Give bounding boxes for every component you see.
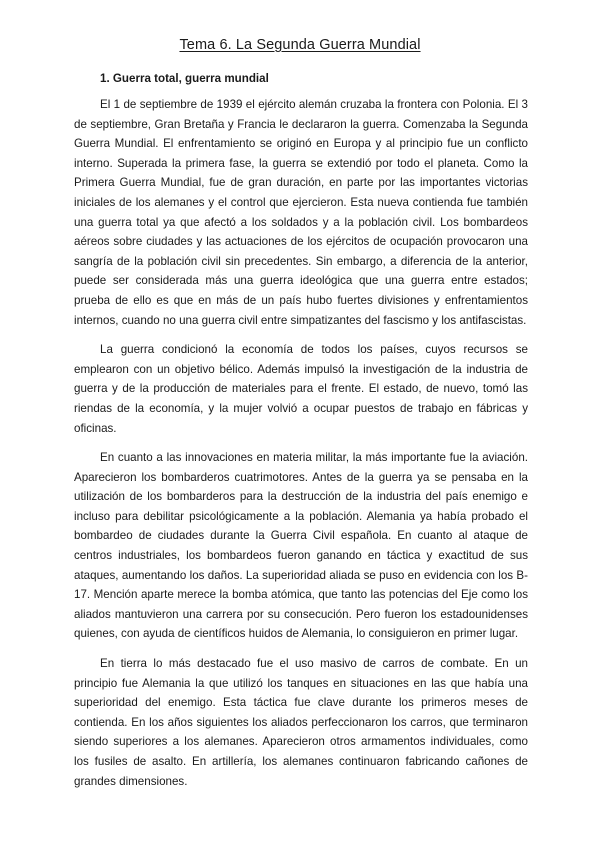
paragraph-4: En tierra lo más destacado fue el uso masivo de carros de combate. En un principio fue Alemania la que utilizó los tanques en situaciones en las que había una superioridad del enemigo. Esta táctica fue clave durante los primeros meses de contienda. En los años siguientes los aliados perfeccionaron los carros, que terminaron siendo superiores a los alemanes. Aparecieron otros armamentos individuales, como los fusiles de asalto. En artillería, los alemanes continuaron fabricando cañones de grandes dimensiones.	[74, 657, 528, 788]
paragraph-2: La guerra condicionó la economía de todos los países, cuyos recursos se emplearon con un objetivo bélico. Además impulsó la investigación de la industria de guerra y de la producción de materiales para el frente. El estado, de nuevo, tomó las riendas de la economía, y la mujer volvió a ocupar puestos de trabajo en fábricas y oficinas.	[74, 343, 528, 435]
paragraph-3: En cuanto a las innovaciones en materia militar, la más importante fue la aviación. Aparecieron los bombarderos cuatrimotores. Antes de la guerra ya se pensaba en la utilización de los bombarderos para la destrucción de la industria del país enemigo e incluso para debilitar psicológicamente a la población. Alemania ya había probado el bombardeo de ciudades durante la Guerra Civil española. En cuanto al ataque de centros industriales, los bombardeos fueron ganando en táctica y exactitud de sus ataques, aumentando los daños. La superioridad aliada se puso en evidencia con los B-17. Mención aparte merece la bomba atómica, que tanto las potencias del Eje como los aliados mantuvieron una carrera por su consecución. Pero fueron los estadounidenses quienes, con ayuda de científicos huidos de Alemania, lo consiguieron en primer lugar.	[74, 451, 528, 641]
document-body	[74, 70, 528, 801]
section-heading: 1. Guerra total, guerra mundial	[100, 72, 269, 85]
document-title: Tema 6. La Segunda Guerra Mundial	[179, 37, 421, 53]
paragraph-1: El 1 de septiembre de 1939 el ejército alemán cruzaba la frontera con Polonia. El 3 de septiembre, Gran Bretaña y Francia le declararon la guerra. Comenzaba la Segunda Guerra Mundial. El enfrentamiento se originó en Europa y al principio fue un conflicto interno. Superada la primera fase, la guerra se extendió por todo el planeta. Como la Primera Guerra Mundial, fue de gran duración, en parte por las importantes victorias iniciales de los alemanes y el control que ejercieron. Esta nueva contienda fue también una guerra total ya que afectó a los soldados y a la población civil. Los bombardeos aéreos sobre ciudades y las actuaciones de los ejércitos de ocupación provocaron una sangría de la población civil sin precedentes. Sin embargo, a diferencia de la anterior, puede ser considerada más una guerra ideológica que una guerra entre estados; prueba de ello es que en más de un país hubo fuertes divisiones y enfrentamientos internos, cuando no una guerra civil entre simpatizantes del fascismo y los antifascistas.	[74, 98, 528, 327]
